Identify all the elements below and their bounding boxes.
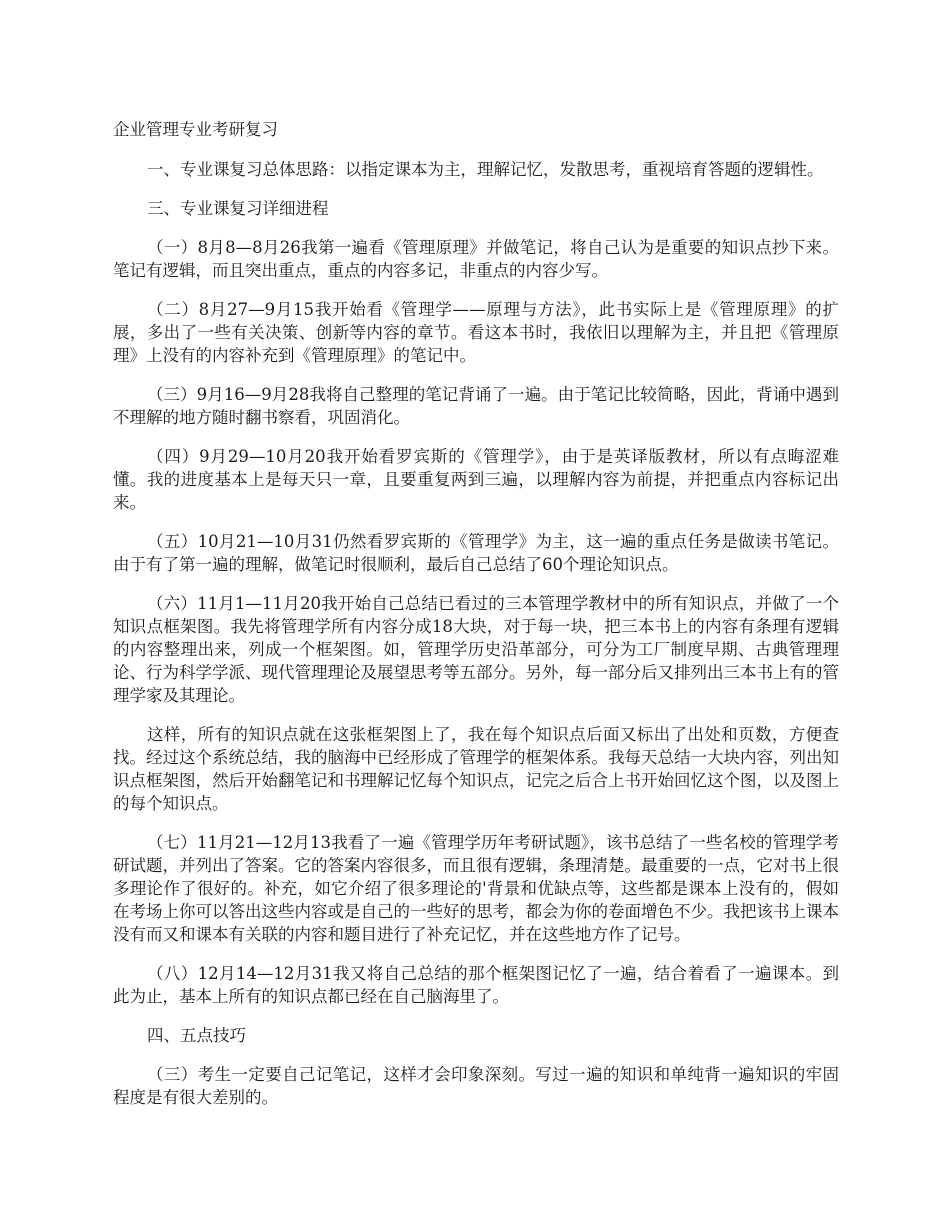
- paragraph-overall-approach: 一、专业课复习总体思路：以指定课本为主，理解记忆，发散思考，重视培育答题的逻辑性。: [147, 160, 824, 179]
- document-title: 企业管理专业考研复习: [113, 120, 278, 139]
- paragraph-step-3: （三）9月16—9月28我将自己整理的笔记背诵了一遍。由于笔记比较简略，因此，背诵中遇到不理解的地方随时翻书察看，巩固消化。: [113, 385, 839, 427]
- paragraph-step-6: （六）11月1—11月20我开始自己总结已看过的三本管理学教材中的所有知识点，并做了一个知识点框架图。我先将管理学所有内容分成18大块，对于每一块，把三本书上的内容有条理有逻辑的内容整理出来，列成一个框架图。如，管理学历史沿革部分，可分为工厂制度早期、古典管理理论、行为科学学派、现代管理理论及展望思考等五部分。另外，每一部分后又排列出三本书上有的管理学家及其理论。: [113, 594, 839, 705]
- paragraph-tip-3: （三）考生一定要自己记笔记，这样才会印象深刻。写过一遍的知识和单纯背一遍知识的牢固程度是有很大差别的。: [113, 1065, 839, 1107]
- paragraph-step-7: （七）11月21—12月13我看了一遍《管理学历年考研试题》，该书总结了一些名校的管理学考研试题，并列出了答案。它的答案内容很多，而且很有逻辑，条理清楚。最重要的一点，它对书上很多理论作了很好的。补充，如它介绍了很多理论的'背景和优缺点等，这些都是课本上没有的，假如在考场上你可以答出这些内容或是自己的一些好的思考，都会为你的卷面增色不少。我把该书上课本没有而又和课本有关联的内容和题目进行了补充记忆，并在这些地方作了记号。: [113, 833, 839, 944]
- paragraph-step-5: （五）10月21—10月31仍然看罗宾斯的《管理学》为主，这一遍的重点任务是做读书笔记。由于有了第一遍的理解，做笔记时很顺利，最后自己总结了60个理论知识点。: [113, 532, 839, 574]
- paragraph-step-8: （八）12月14—12月31我又将自己总结的那个框架图记忆了一遍，结合着看了一遍课本。到此为止，基本上所有的知识点都已经在自己脑海里了。: [113, 964, 839, 1006]
- paragraph-step-6-continued: 这样，所有的知识点就在这张框架图上了，我在每个知识点后面又标出了出处和页数，方便查找。经过这个系统总结，我的脑海中已经形成了管理学的框架体系。我每天总结一大块内容，列出知识点框架图，然后开始翻笔记和书理解记忆每个知识点，记完之后合上书开始回忆这个图，以及图上的每个知识点。: [113, 725, 839, 813]
- section-heading-tips: 四、五点技巧: [147, 1026, 246, 1045]
- paragraph-step-2: （二）8月27—9月15我开始看《管理学——原理与方法》，此书实际上是《管理原理》的扩展，多出了一些有关决策、创新等内容的章节。看这本书时，我依旧以理解为主，并且把《管理原理》上没有的内容补充到《管理原理》的笔记中。: [113, 300, 839, 365]
- section-heading-schedule: 三、专业课复习详细进程: [147, 199, 329, 218]
- document-page: [113, 118, 839, 1125]
- paragraph-step-4: （四）9月29—10月20我开始看罗宾斯的《管理学》，由于是英译版教材，所以有点晦涩难懂。我的进度基本上是每天只一章，且要重复两到三遍，以理解内容为前提，并把重点内容标记出来。: [113, 447, 839, 512]
- paragraph-step-1: （一）8月8—8月26我第一遍看《管理原理》并做笔记，将自己认为是重要的知识点抄下来。笔记有逻辑，而且突出重点，重点的内容多记，非重点的内容少写。: [113, 238, 839, 280]
